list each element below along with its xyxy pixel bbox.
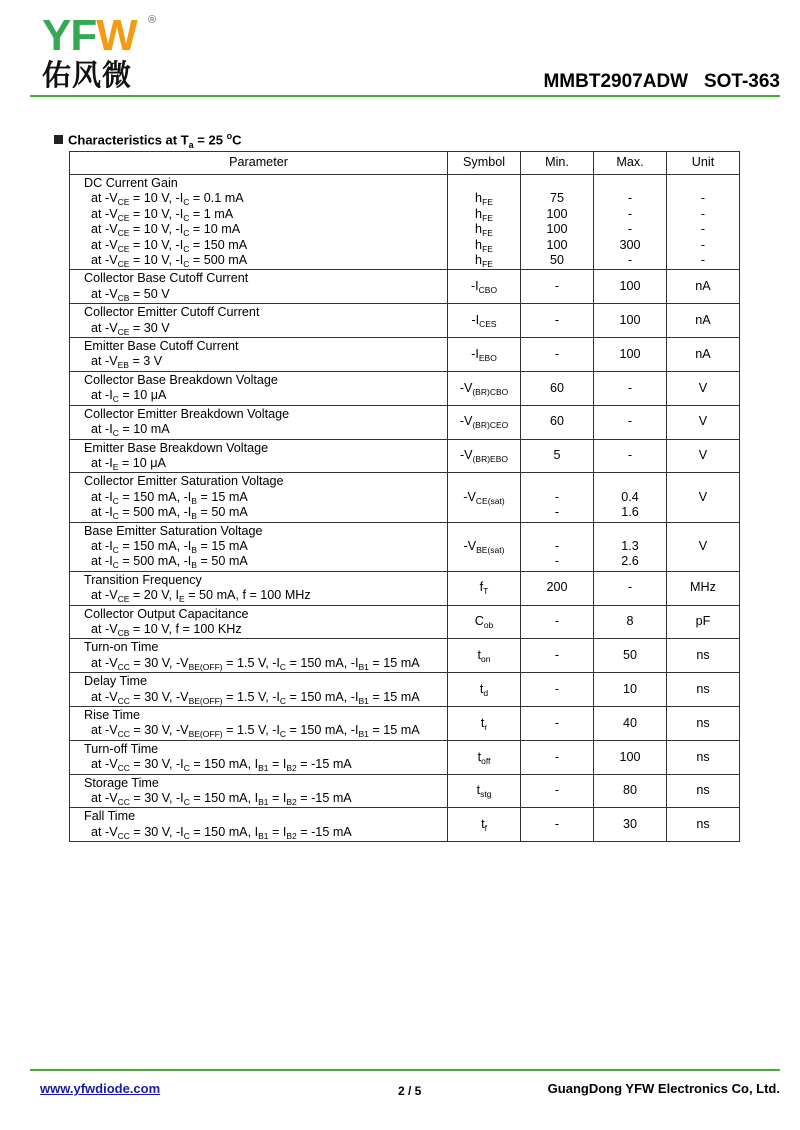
param-name: Collector Emitter Saturation Voltage [84, 474, 284, 489]
table-row [70, 439, 740, 473]
unit-cell: ns [667, 774, 740, 808]
logo-letters [42, 11, 137, 60]
unit-cell: V [667, 439, 740, 473]
unit-cell: pF [667, 605, 740, 639]
min-cell: - [521, 707, 594, 741]
param-cell [70, 473, 448, 522]
param-condition: at $-V_{CC} = 30$ V, $-I_C = 150$ mA, $I_{B1} = I_{B2} = -15$ mA [91, 757, 352, 774]
symbol-cell: $-V_{(BR)EBO}$ [448, 439, 521, 473]
param-condition: at $-I_C = 10$ μA [91, 388, 167, 405]
symbol-cell: $-V_{CE(sat)}$ [448, 473, 521, 522]
param-condition: at $-V_{CC} = 30$ V, $-V_{BE(OFF)} = 1.5$ V, $-I_C = 150$ mA, $-I_{B1} = 15$ mA [91, 655, 420, 672]
logo-chinese-name: 佑风微 [42, 58, 133, 92]
logo-w: W [96, 11, 137, 60]
param-name: Emitter Base Cutoff Current [84, 339, 239, 354]
param-cell [70, 439, 448, 473]
param-name: Fall Time [84, 809, 136, 824]
unit-cell: V [667, 405, 740, 439]
min-cell: - [521, 673, 594, 707]
symbol-cell: $t_{off}$ [448, 740, 521, 774]
max-cell: 8 [594, 605, 667, 639]
characteristics-table [69, 151, 740, 842]
website-link[interactable]: www.yfwdiode.com [40, 1081, 161, 1096]
max-cell: 100 [594, 304, 667, 338]
section-title-sub: a [188, 139, 194, 150]
min-cell: 60 [521, 371, 594, 405]
min-cell: - [521, 639, 594, 673]
min-cell: 200 [521, 571, 594, 605]
symbol-cell: $t_{stg}$ [448, 774, 521, 808]
package-name: SOT-363 [703, 71, 780, 92]
max-cell: - [594, 405, 667, 439]
param-condition: at $-I_E = 10$ μA [91, 455, 166, 472]
param-condition: at $-V_{CC} = 30$ V, $-V_{BE(OFF)} = 1.5$ V, $-I_C = 150$ mA, $-I_{B1} = 15$ mA [91, 723, 420, 740]
param-cell [70, 522, 448, 571]
unit-cell: ns [667, 639, 740, 673]
param-condition: at $-V_{CB} = 10$ V, f = 100 KHz [91, 621, 242, 638]
param-cell [70, 270, 448, 304]
symbol-cell: $-V_{(BR)CEO}$ [448, 405, 521, 439]
param-name: Collector Base Breakdown Voltage [84, 372, 278, 387]
param-condition: at $-V_{CC} = 30$ V, $-I_C = 150$ mA, $I_{B1} = I_{B2} = -15$ mA [91, 791, 352, 808]
param-condition: at $-I_C = 500$ mA, $-I_B = 50$ mA [91, 554, 248, 571]
header-parameter: Parameter [70, 152, 448, 175]
param-name: Collector Base Cutoff Current [84, 271, 249, 286]
min-cell: 75 100 100 100 50 [521, 175, 594, 270]
table-row [70, 673, 740, 707]
table-row [70, 639, 740, 673]
param-condition: at $-V_{CE} = 20$ V, $I_E = 50$ mA, f = 100 MHz [91, 588, 311, 605]
max-cell: 50 [594, 639, 667, 673]
min-cell: - [521, 338, 594, 372]
max-cell: 1.3 2.6 [594, 522, 667, 571]
table-row [70, 338, 740, 372]
param-condition: at $-V_{CE} = 10$ V, $-I_C = 500$ mA [91, 253, 248, 270]
param-name: Transition Frequency [84, 572, 202, 587]
table-row [70, 740, 740, 774]
max-cell: 10 [594, 673, 667, 707]
unit-cell: ns [667, 740, 740, 774]
param-condition: at $-I_C = 10$ mA [91, 422, 170, 439]
header-max: Max. [594, 152, 667, 175]
param-name: Collector Output Capacitance [84, 606, 249, 621]
param-name: Collector Emitter Cutoff Current [84, 305, 260, 320]
section-title-prefix: Characteristics at T [68, 132, 189, 148]
page-number: 2 / 5 [398, 1084, 422, 1098]
table-header-row [70, 152, 740, 175]
max-cell: - [594, 439, 667, 473]
param-cell [70, 808, 448, 842]
max-cell: 0.4 1.6 [594, 473, 667, 522]
header-divider [30, 95, 780, 97]
min-cell: - - [521, 522, 594, 571]
symbol-cell: $t_f$ [448, 808, 521, 842]
param-condition: at $-V_{CC} = 30$ V, $-V_{BE(OFF)} = 1.5$ V, $-I_C = 150$ mA, $-I_{B1} = 15$ mA [91, 689, 420, 706]
param-condition: at $-V_{CE} = 10$ V, $-I_C = 0.1$ mA [91, 191, 244, 208]
table-row [70, 405, 740, 439]
table-row [70, 774, 740, 808]
param-name: Turn-off Time [84, 741, 159, 756]
param-condition: at $-I_C = 150$ mA, $-I_B = 15$ mA [91, 489, 248, 506]
symbol-cell: $-I_{EBO}$ [448, 338, 521, 372]
param-cell [70, 571, 448, 605]
document-title [543, 71, 780, 93]
param-name: DC Current Gain [84, 176, 178, 190]
symbol-cell: $C_{ob}$ [448, 605, 521, 639]
table-row [70, 707, 740, 741]
table-row [70, 473, 740, 522]
max-cell: - [594, 571, 667, 605]
param-name: Turn-on Time [84, 640, 159, 655]
unit-cell: MHz [667, 571, 740, 605]
param-name: Delay Time [84, 674, 147, 689]
param-cell [70, 639, 448, 673]
param-name: Storage Time [84, 775, 159, 790]
symbol-cell: $h_{FE}$ $h_{FE}$ $h_{FE}$ $h_{FE}$ $h_{FE}$ [448, 175, 521, 270]
unit-cell: V [667, 522, 740, 571]
unit-cell: nA [667, 304, 740, 338]
symbol-cell: $-I_{CES}$ [448, 304, 521, 338]
param-name: Collector Emitter Breakdown Voltage [84, 406, 290, 421]
min-cell: - [521, 808, 594, 842]
square-bullet-icon [54, 135, 63, 144]
unit-cell: - - - - - [667, 175, 740, 270]
param-name: Base Emitter Saturation Voltage [84, 523, 263, 538]
param-cell [70, 304, 448, 338]
min-cell: - [521, 774, 594, 808]
unit-cell: nA [667, 338, 740, 372]
part-number: MMBT2907ADW [543, 71, 689, 92]
param-condition: at $-V_{CE} = 30$ V [91, 320, 170, 337]
company-logo [40, 11, 160, 92]
max-cell: 40 [594, 707, 667, 741]
unit-cell: V [667, 473, 740, 522]
param-cell [70, 405, 448, 439]
max-cell: 100 [594, 740, 667, 774]
table-row [70, 270, 740, 304]
symbol-cell: $-I_{CBO}$ [448, 270, 521, 304]
unit-cell: ns [667, 707, 740, 741]
section-title-middle: = 25 [193, 132, 227, 148]
table-row [70, 304, 740, 338]
max-cell: - [594, 371, 667, 405]
header-symbol: Symbol [448, 152, 521, 175]
min-cell: 5 [521, 439, 594, 473]
logo-yf: YF [42, 11, 97, 60]
param-cell [70, 774, 448, 808]
max-cell: - - - 300 - [594, 175, 667, 270]
footer-divider [30, 1069, 780, 1071]
section-title-suffix: C [232, 132, 242, 148]
table-row [70, 605, 740, 639]
param-cell [70, 338, 448, 372]
symbol-cell: $f_T$ [448, 571, 521, 605]
param-condition: at $-V_{CC} = 30$ V, $-I_C = 150$ mA, $I_{B1} = I_{B2} = -15$ mA [91, 824, 352, 841]
param-condition: at $-V_{CE} = 10$ V, $-I_C = 150$ mA [91, 237, 248, 254]
symbol-cell: $t_{on}$ [448, 639, 521, 673]
registered-mark: ® [148, 14, 157, 26]
min-cell: - [521, 304, 594, 338]
max-cell: 80 [594, 774, 667, 808]
min-cell: 60 [521, 405, 594, 439]
param-cell [70, 740, 448, 774]
symbol-cell: $t_d$ [448, 673, 521, 707]
param-condition: at $-V_{CE} = 10$ V, $-I_C = 10$ mA [91, 222, 241, 239]
min-cell: - [521, 270, 594, 304]
max-cell: 30 [594, 808, 667, 842]
symbol-cell: $-V_{BE(sat)}$ [448, 522, 521, 571]
param-cell [70, 605, 448, 639]
table-row [70, 808, 740, 842]
section-title-sup: o [226, 131, 233, 141]
param-name: Emitter Base Breakdown Voltage [84, 440, 269, 455]
table-row [70, 371, 740, 405]
param-cell [70, 175, 448, 270]
param-cell [70, 707, 448, 741]
param-condition: at $-V_{EB} = 3$ V [91, 354, 163, 371]
min-cell: - [521, 740, 594, 774]
section-heading [54, 131, 241, 150]
min-cell: - [521, 605, 594, 639]
unit-cell: V [667, 371, 740, 405]
unit-cell: nA [667, 270, 740, 304]
min-cell: - - [521, 473, 594, 522]
param-condition: at $-V_{CB} = 50$ V [91, 286, 170, 303]
max-cell: 100 [594, 270, 667, 304]
param-cell [70, 673, 448, 707]
header-min: Min. [521, 152, 594, 175]
table-row [70, 522, 740, 571]
max-cell: 100 [594, 338, 667, 372]
param-condition: at $-I_C = 150$ mA, $-I_B = 15$ mA [91, 538, 248, 555]
header-unit: Unit [667, 152, 740, 175]
table-row [70, 571, 740, 605]
symbol-cell: $-V_{(BR)CBO}$ [448, 371, 521, 405]
table-row [70, 175, 740, 270]
unit-cell: ns [667, 673, 740, 707]
param-condition: at $-I_C = 500$ mA, $-I_B = 50$ mA [91, 505, 248, 522]
param-condition: at $-V_{CE} = 10$ V, $-I_C = 1$ mA [91, 206, 234, 223]
param-cell [70, 371, 448, 405]
symbol-cell: $t_r$ [448, 707, 521, 741]
unit-cell: ns [667, 808, 740, 842]
company-name: GuangDong YFW Electronics Co, Ltd. [547, 1081, 780, 1096]
param-name: Rise Time [84, 708, 140, 722]
